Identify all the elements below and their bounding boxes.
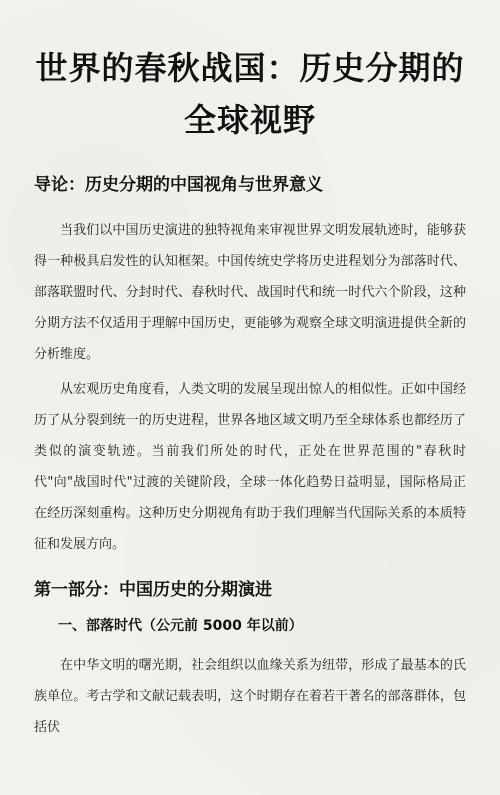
paragraph: 从宏观历史角度看，人类文明的发展呈现出惊人的相似性。正如中国经历了从分裂到统一的历史进程，世界各地区域文明乃至全球体系也都经历了类似的演变轨迹。当前我们所处的时代，正处在世界范围的"春秋时代"向"战国时代"过渡的关键阶段，全球一体化趋势日益明显，国际格局正在经历深刻重构。这种历史分期视角有助于我们理解当代国际关系的本质特征和发展方向。 bbox=[34, 382, 466, 552]
document-title: 世界的春秋战国：历史分期的全球视野 bbox=[35, 49, 465, 139]
paragraph: 当我们以中国历史演进的独特视角来审视世界文明发展轨迹时，能够获得一种极具启发性的认知框架。中国传统史学将历史进程划分为部落时代、部落联盟时代、分封时代、春秋时代、战国时代和统一时代六个阶段，这种分期方法不仅适用于理解中国历史，更能够为观察全球文明演进提供全新的分析维度。 bbox=[34, 223, 466, 362]
paragraph: 在中华文明的曙光期，社会组织以血缘关系为纽带，形成了最基本的氏族单位。考古学和文献记载表明，这个时期存在着若干著名的部落群体，包括伏 bbox=[34, 658, 466, 735]
section-heading-part-one: 第一部分：中国历史的分期演进 bbox=[34, 580, 272, 600]
section-heading-introduction: 导论：历史分期的中国视角与世界意义 bbox=[34, 175, 323, 195]
subsection-heading-tribal-era: 一、部落时代（公元前 5000 年以前） bbox=[58, 618, 303, 634]
